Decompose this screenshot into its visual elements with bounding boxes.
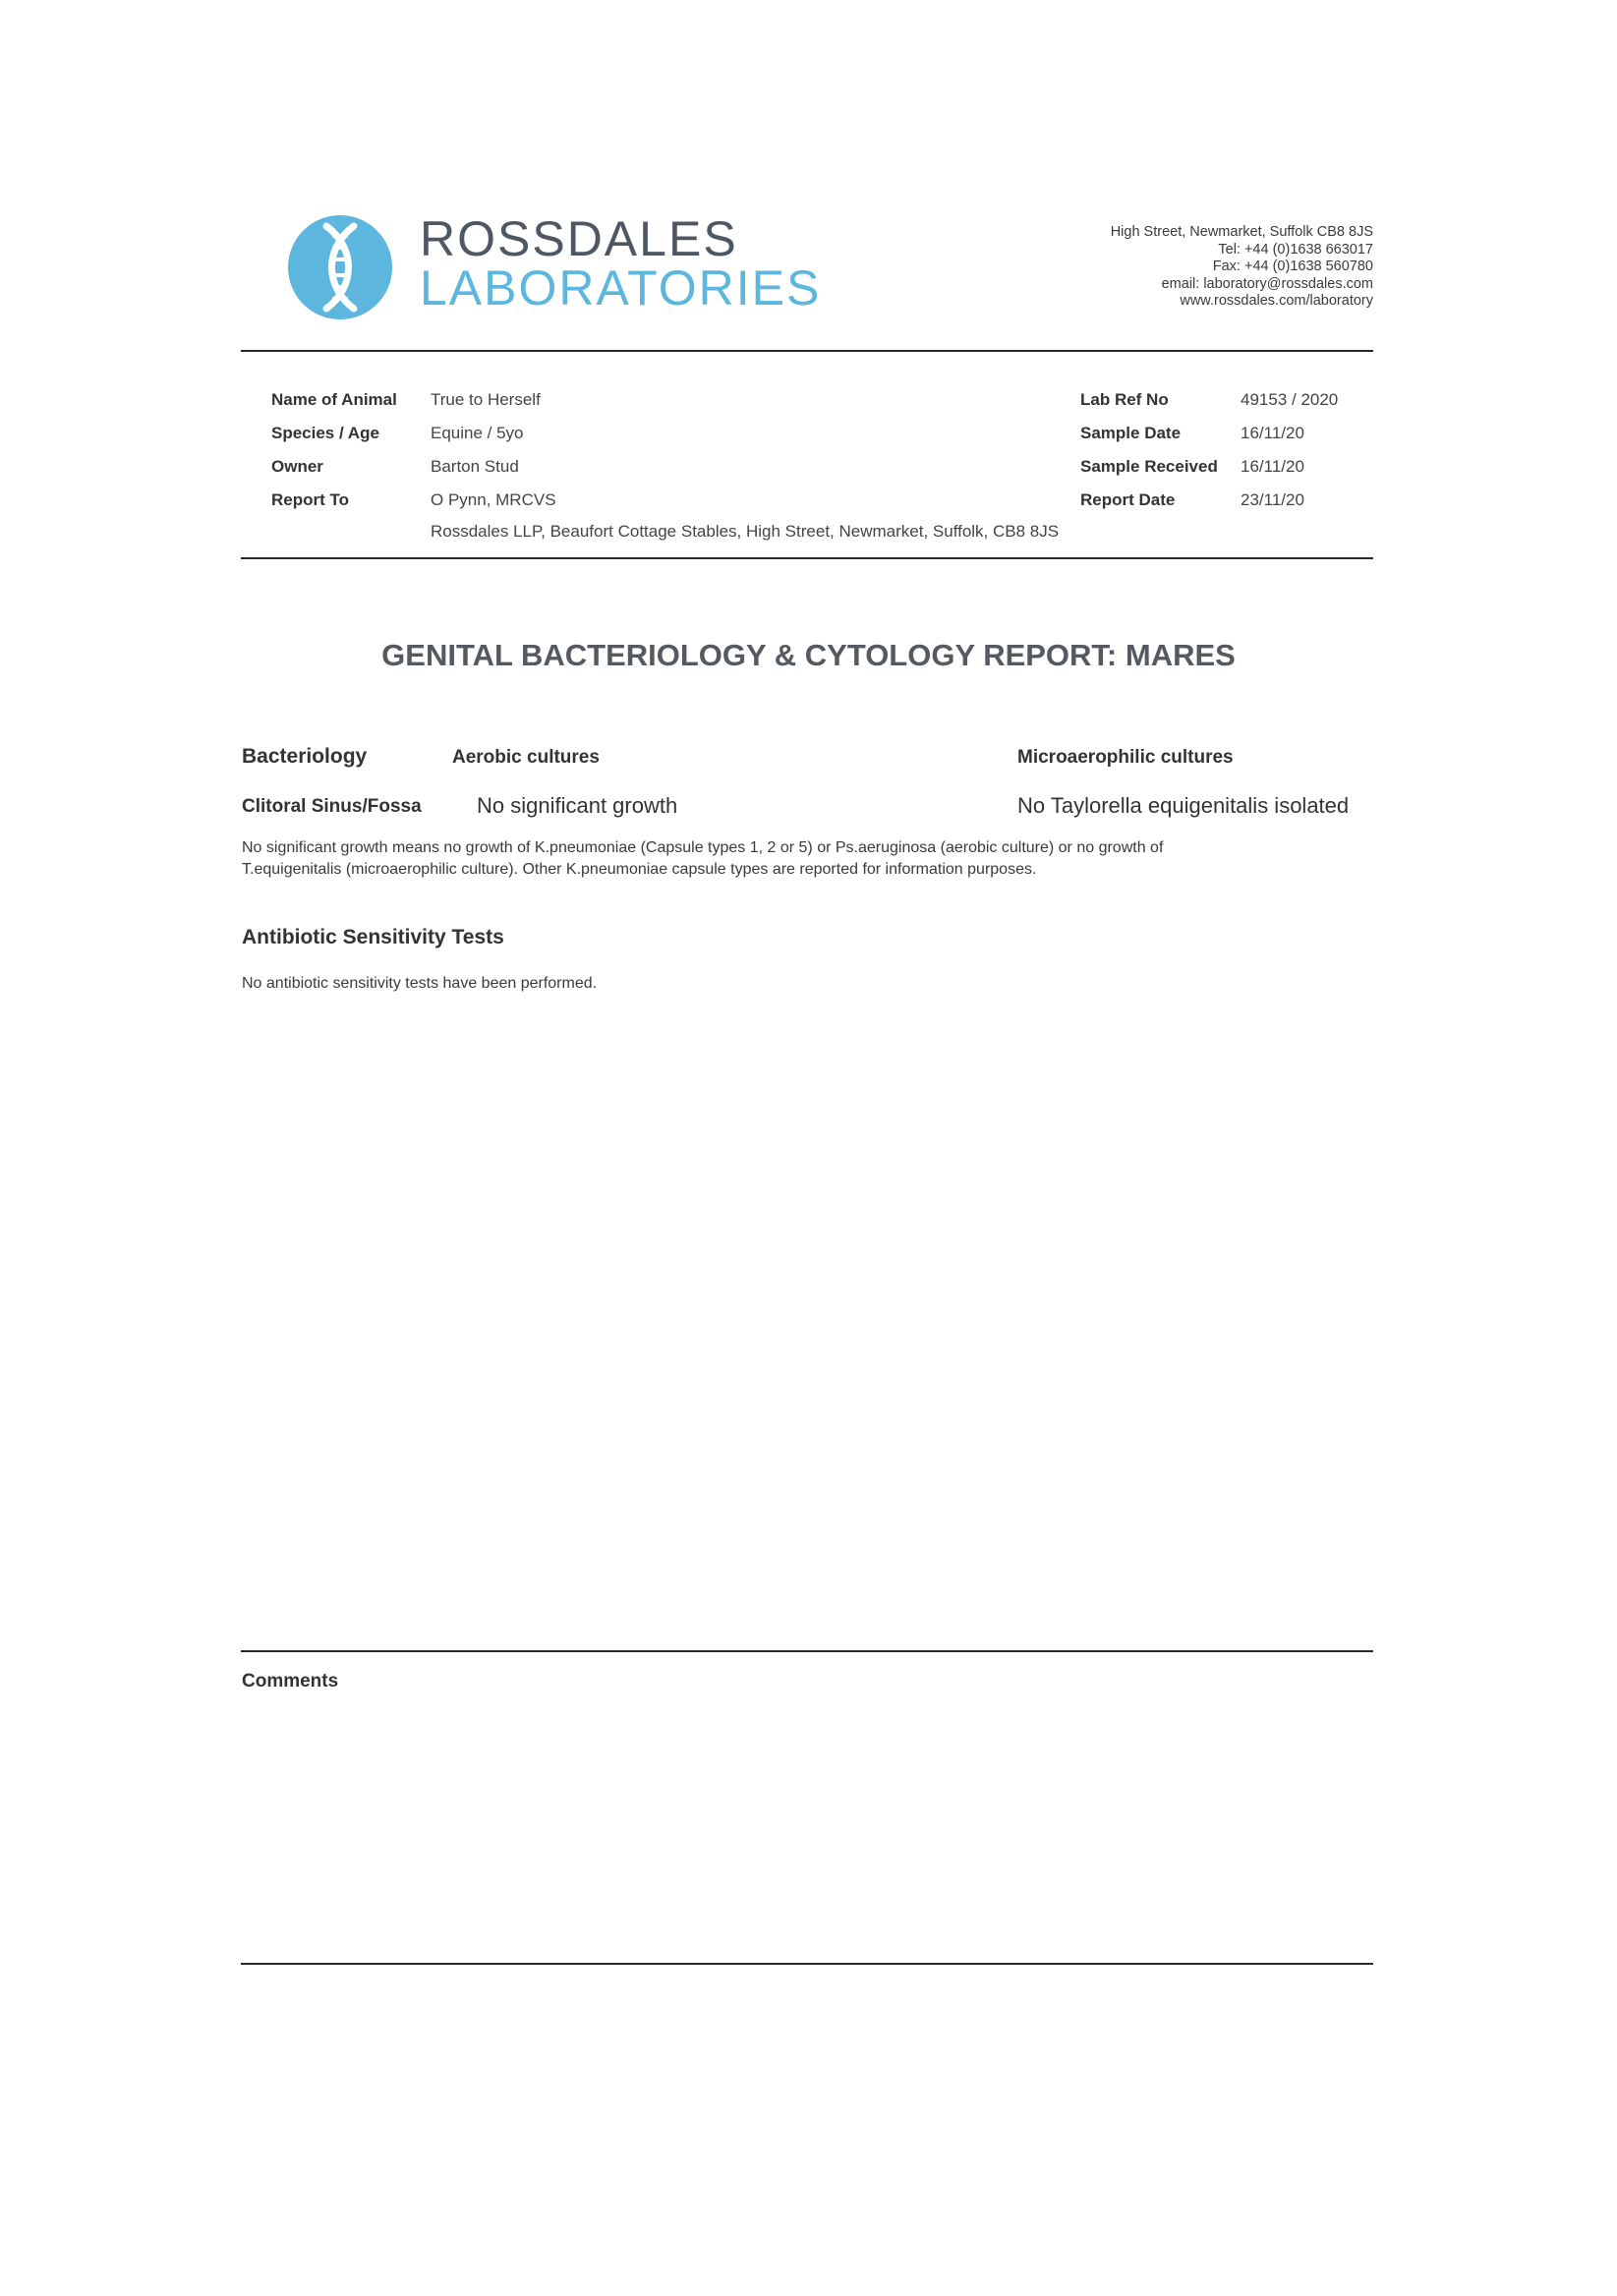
name-of-animal-label: Name of Animal [271,390,397,409]
species-age-value: Equine / 5yo [431,424,524,442]
report-to-label: Report To [271,490,350,509]
info-divider [241,557,1373,559]
address-street: High Street, Newmarket, Suffolk CB8 8JS [1110,224,1373,240]
ast-text: No antibiotic sensitivity tests have been performed. [242,975,598,992]
report-title: GENITAL BACTERIOLOGY & CYTOLOGY REPORT: MARES [381,638,1236,672]
comments-heading: Comments [242,1671,339,1692]
name-of-animal-value: True to Herself [431,390,541,409]
comments-bottom-divider [241,1963,1373,1965]
header-divider [241,350,1373,352]
note-line-1: No significant growth means no growth of K.pneumoniae (Capsule types 1, 2 or 5) or Ps.aeruginosa (aerobic culture) or no growth of [242,839,1164,856]
sample-received-label: Sample Received [1080,457,1218,476]
site-label: Clitoral Sinus/Fossa [242,796,422,817]
lab-ref-label: Lab Ref No [1080,390,1169,409]
address-web[interactable]: www.rossdales.com/laboratory [1180,293,1373,309]
species-age-label: Species / Age [271,424,379,442]
address-tel: Tel: +44 (0)1638 663017 [1218,241,1373,258]
address-email[interactable]: email: laboratory@rossdales.com [1161,275,1373,292]
report-to-address: Rossdales LLP, Beaufort Cottage Stables, High Street, Newmarket, Suffolk, CB8 8JS [431,522,1060,541]
bacteriology-heading: Bacteriology [242,745,368,768]
aerobic-cultures-heading: Aerobic cultures [452,747,600,768]
comments-top-divider [241,1650,1373,1652]
brand-name-line2: LABORATORIES [420,260,822,316]
bacteriology-note [242,837,1163,881]
microaerophilic-cultures-heading: Microaerophilic cultures [1017,747,1234,768]
sample-received-value: 16/11/20 [1241,457,1304,476]
sample-date-label: Sample Date [1080,424,1182,442]
owner-label: Owner [271,457,323,476]
dna-helix-icon [287,214,393,320]
ast-heading: Antibiotic Sensitivity Tests [242,926,504,948]
microaerophilic-result: No Taylorella equigenitalis isolated [1017,793,1350,818]
address-fax: Fax: +44 (0)1638 560780 [1212,258,1373,274]
lab-address [1111,224,1373,311]
note-line-2: T.equigenitalis (microaerophilic culture). Other K.pneumoniae capsule types are reported for information purposes. [242,861,1037,878]
lab-ref-value: 49153 / 2020 [1241,390,1339,409]
owner-value: Barton Stud [431,457,519,476]
sample-date-value: 16/11/20 [1241,424,1304,442]
report-date-label: Report Date [1080,490,1176,509]
aerobic-result: No significant growth [477,793,678,818]
report-date-value: 23/11/20 [1241,490,1304,509]
report-to-value: O Pynn, MRCVS [431,490,556,509]
brand-name-line1: ROSSDALES [420,211,738,266]
